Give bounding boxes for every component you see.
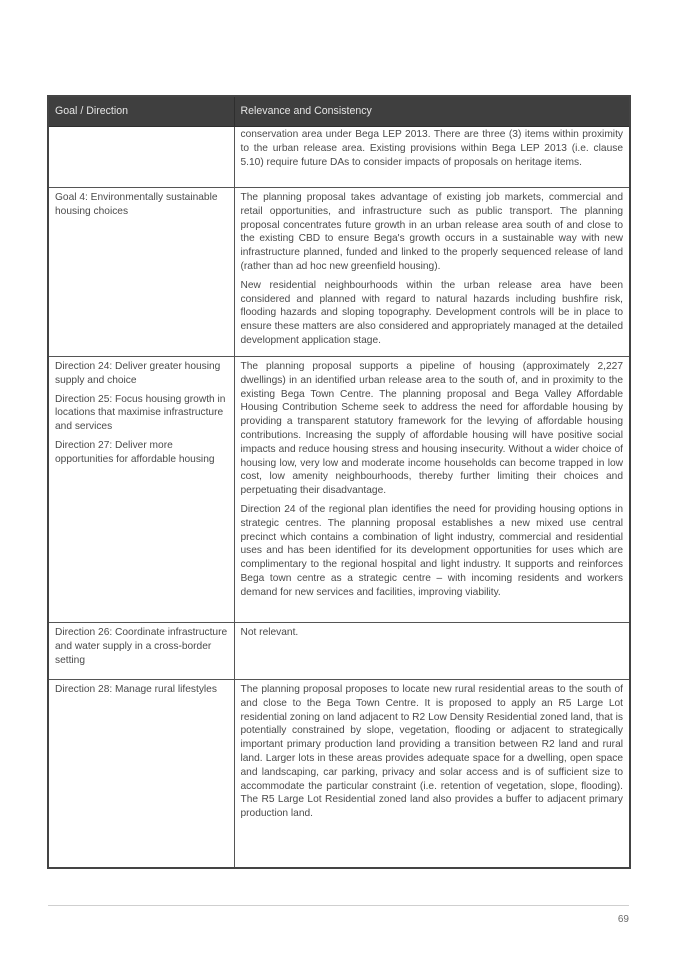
goal-text: Direction 26: Coordinate infrastructure and water supply in a cross-border setting bbox=[55, 627, 228, 666]
goal-cell bbox=[48, 680, 234, 869]
relevance-paragraph: The planning proposal supports a pipeline of housing (approximately 2,227 dwellings) in an identified urban release area to the south of, and in proximity to the existing Bega Town Centre. The planning proposal and Bega Valley Affordable Housing Contribution Scheme seek to address the need for affordable housing by providing a transparent statutory framework for the levying of affordable housing contributions. Increasing the supply of affordable housing will have positive social impacts and reduce housing stress and housing insecurity. Without a wider choice of housing low, very low and moderate income households can become trapped in low cost, low amenity neighbourhoods, thereby further limiting their choices and perpetuating their disadvantage. bbox=[240, 361, 623, 497]
relevance-paragraph: Direction 24 of the regional plan identifies the need for providing housing options in strategic centres. The planning proposal establishes a new mixed use central precinct which contains a combination of light industry, commercial and residential uses and has been identified for its development opportunities for uses which are complimentary to the regional hospital and light industry. It supports and reinforces Bega town centre as a strategic centre – with incoming residents and workers demand for new services and facilities, improving viability. bbox=[240, 503, 623, 598]
table-row bbox=[48, 623, 630, 680]
goal-cell bbox=[48, 188, 234, 357]
relevance-cell bbox=[234, 623, 630, 680]
table-row bbox=[48, 188, 630, 357]
goal-text: Goal 4: Environmentally sustainable housing choices bbox=[55, 192, 218, 217]
table-header-row bbox=[48, 96, 630, 127]
column-header-goal: Goal / Direction bbox=[48, 96, 234, 127]
goal-cell bbox=[48, 127, 234, 188]
goals-consistency-table bbox=[47, 95, 631, 869]
table-row bbox=[48, 127, 630, 188]
column-header-relevance: Relevance and Consistency bbox=[234, 96, 630, 127]
relevance-paragraph: Not relevant. bbox=[240, 627, 299, 638]
relevance-cell bbox=[234, 127, 630, 188]
relevance-paragraph: conservation area under Bega LEP 2013. There are three (3) items within proximity to the urban release area. Existing provisions within Bega LEP 2013 (i.e. clause 5.10) require future DAs to consider impacts of proposals on heritage items. bbox=[240, 129, 623, 168]
relevance-paragraph: New residential neighbourhoods within the urban release area have been considered and planned with regard to natural hazards including bushfire risk, flooding hazards and sloping topography. Development controls will be in place to ensure these matters are also considered and appropriately managed at the detailed development application stage. bbox=[240, 279, 623, 346]
goal-text: Direction 27: Deliver more opportunities for affordable housing bbox=[55, 439, 215, 465]
page-number: 69 bbox=[617, 914, 629, 925]
relevance-paragraph: The planning proposal proposes to locate new rural residential areas to the south of and close to the Bega Town Centre. It is proposed to apply an R5 Large Lot residential zoning on land adjacent to R2 Low Density Residential zoned land, that is potentially constrained by slope, vegetation, flooding or adjacent to strategically important primary production land providing a transition between R2 land and rural land. Larger lots in these areas provides adequate space for a dwelling, open space and landscaping, car parking, privacy and solar access and is of sufficient size to accommodate the particular constraint (i.e. retention of vegetation, slope, flooding). The R5 Large Lot Residential zoned land also provides a buffer to adjacent primary production land. bbox=[240, 684, 623, 820]
relevance-paragraph: The planning proposal takes advantage of existing job markets, commercial and retail opportunities, and infrastructure such as public transport. The planning proposal concentrates future growth in an urban release area south of and close to the existing CBD to ensure Bega's growth occurs in a sustainable way with new infrastructure planned, funded and linked to the properly sequenced release of land (rather than ad hoc new greenfield housing). bbox=[240, 192, 623, 272]
relevance-cell bbox=[234, 188, 630, 357]
table-row bbox=[48, 680, 630, 869]
goal-cell bbox=[48, 623, 234, 680]
table-row bbox=[48, 357, 630, 623]
relevance-cell bbox=[234, 357, 630, 623]
goal-cell bbox=[48, 357, 234, 623]
goal-text: Direction 25: Focus housing growth in locations that maximise infrastructure and services bbox=[55, 393, 226, 433]
relevance-cell bbox=[234, 680, 630, 869]
footer-divider bbox=[48, 905, 629, 906]
goal-text: Direction 24: Deliver greater housing supply and choice bbox=[55, 361, 221, 386]
goal-text: Direction 28: Manage rural lifestyles bbox=[55, 684, 217, 695]
